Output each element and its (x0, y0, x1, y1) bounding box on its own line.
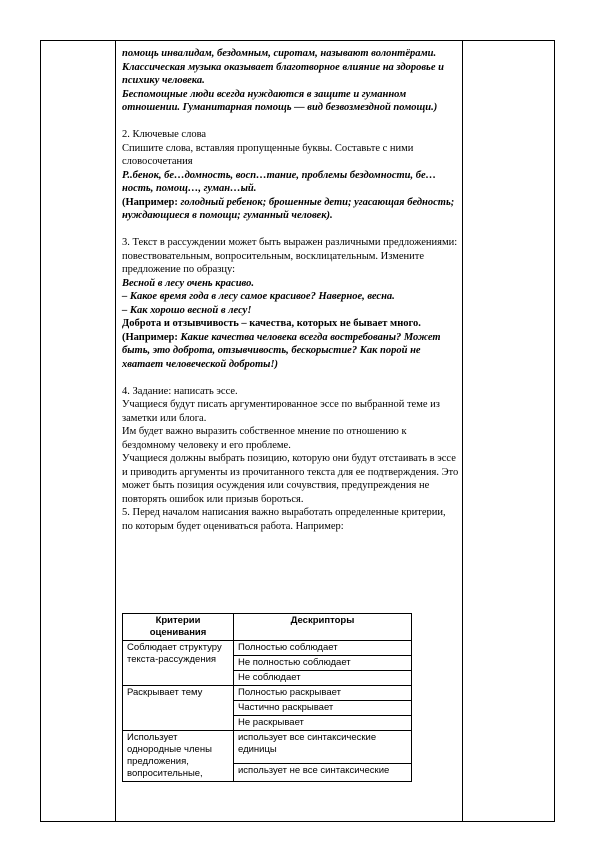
descriptor-cell: использует не все синтаксические (234, 763, 412, 781)
section3-line2: – Какое время года в лесу самое красивое? Наверное, весна. (122, 291, 395, 302)
header-criteria: Критерии оценивания (123, 614, 234, 641)
table-row (123, 686, 412, 701)
section4-title: 4. Задание: написать эссе. (122, 385, 238, 397)
descriptor-cell: Полностью соблюдает (234, 641, 412, 656)
section2-example (122, 196, 459, 223)
section2-instruction: Спишите слова, вставляя пропущенные буквы. Составьте с ними словосочетания (122, 142, 414, 167)
column-divider-right (462, 41, 463, 821)
section5-intro: 5. Перед началом написания важно выработать определенные критерии, по которым будет оцениваться работа. Например: (122, 507, 446, 532)
descriptor-cell: Не соблюдает (234, 671, 412, 686)
descriptor-cell: Частично раскрывает (234, 701, 412, 716)
criterion-cell: Использует однородные члены предложения, вопросительные, (123, 731, 234, 782)
section4-p1: Учащиеся будут писать аргументированное эссе по выбранной теме из заметки или блога. (122, 399, 440, 424)
descriptor-cell: Не полностью соблюдает (234, 656, 412, 671)
section2-words: Р..бенок, бе…домность, восп…тание, проблемы бездомности, бе…ность, помощ…, гуман…ый. (122, 169, 437, 194)
section4-p2: Им будет важно выразить собственное мнение по отношению к бездомному человеку и его проблеме. (122, 426, 407, 451)
example-text: Какие качества человека всегда востребованы? Может быть, это доброта, отзывчивость, бескорыстие? Как порой не хватает человеческой доброты!) (122, 331, 441, 370)
lesson-plan-table (40, 40, 555, 822)
section4-p3: Учащиеся должны выбрать позицию, которую они будут отстаивать в эссе и приводить аргументы из прочитанного текста для ее подтверждения. Это может быть позиция осуждения или сочувствия, предупреждения не повторять ошибок или призыв бороться. (122, 453, 459, 505)
criterion-cell: Соблюдает структуру текста-рассуждения (123, 641, 234, 686)
section2-title: 2. Ключевые слова (122, 129, 207, 140)
table-row (123, 731, 412, 764)
column-divider-left (115, 41, 116, 821)
descriptor-cell: использует все синтаксические единицы (234, 731, 412, 764)
example-label: (Например: (122, 196, 178, 208)
section3-example (122, 331, 459, 372)
paragraph-volunteers: помощь инвалидам, бездомным, сиротам, называют волонтёрами. Классическая музыка оказывает благотворное влияние на здоровье и психику человека. (122, 48, 444, 86)
table-row (123, 641, 412, 656)
paragraph-humanitarian: Беспомощные люди всегда нуждаются в защите и гуманном отношении. Гуманитарная помощь — вид безвозмездной помощи.) (122, 88, 438, 113)
table-header-row (123, 614, 412, 641)
section3-task: Доброта и отзывчивость – качества, которых не бывает много. (122, 318, 421, 329)
section3-line3: – Как хорошо весной в лесу! (122, 304, 252, 316)
descriptor-cell: Не раскрывает (234, 716, 412, 731)
section3-line1: Весной в лесу очень красиво. (122, 277, 254, 289)
example-label: (Например: (122, 331, 178, 343)
header-descriptors: Дескрипторы (234, 614, 412, 641)
lesson-content (122, 47, 459, 533)
descriptor-cell: Полностью раскрывает (234, 686, 412, 701)
criteria-table (122, 613, 412, 782)
criterion-cell: Раскрывает тему (123, 686, 234, 731)
section3-intro: 3. Текст в рассуждении может быть выражен различными предложениями: повествовательным, вопросительным, восклицательным. Измените предложение по образцу: (122, 237, 458, 275)
example-text: голодный ребенок; брошенные дети; угасающая бедность; нуждающиеся в помощи; гуманный человек). (122, 196, 455, 221)
